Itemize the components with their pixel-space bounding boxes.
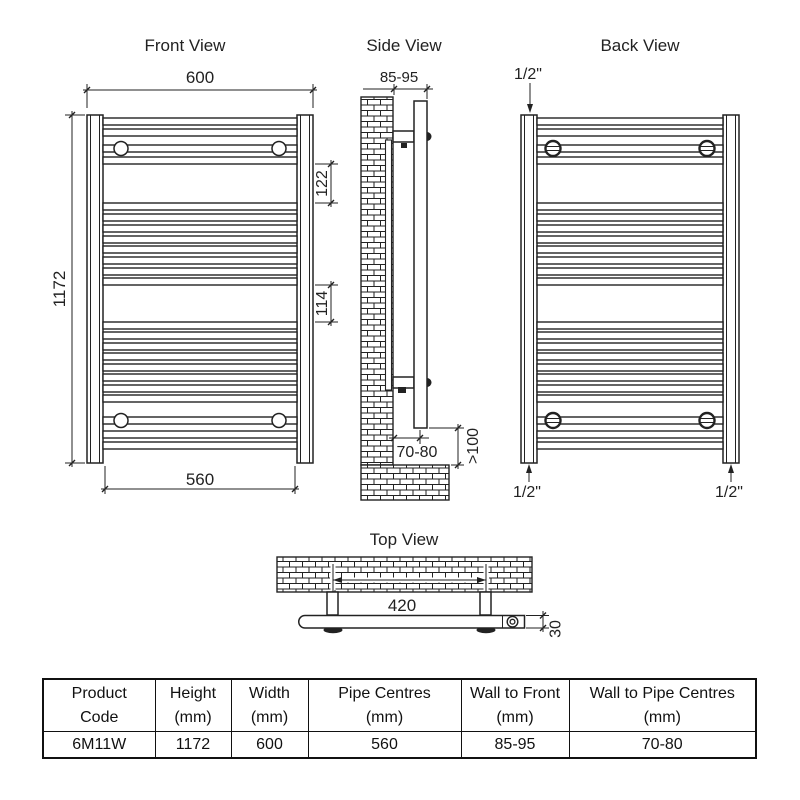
rung — [537, 332, 723, 339]
side-view — [361, 36, 482, 500]
rung — [103, 442, 297, 449]
rung — [537, 322, 723, 329]
rung — [103, 343, 297, 350]
back-left-post — [521, 115, 537, 463]
rung — [537, 374, 723, 381]
top-bracket-left — [327, 592, 338, 615]
rung — [103, 322, 297, 329]
front-bracket-bottom-left — [114, 414, 128, 428]
rung — [537, 118, 723, 125]
front-bracket-bottom-right — [272, 414, 286, 428]
front-bracket-top-right — [272, 142, 286, 156]
rung — [537, 203, 723, 210]
wall-to-pipe-label: 70-80 — [396, 444, 438, 461]
rung — [537, 343, 723, 350]
bottom-left-connection-label: 1/2" — [513, 484, 541, 501]
front-lower-gap-dimension — [314, 281, 338, 326]
floor-clearance-label: >100 — [465, 427, 483, 465]
back-screw-bottom-left — [546, 413, 561, 428]
rung — [103, 353, 297, 360]
hidden-pipe — [386, 140, 392, 390]
rung — [537, 214, 723, 221]
front-height-dimension — [50, 111, 85, 467]
rung — [103, 268, 297, 275]
rung — [103, 431, 297, 438]
rung — [537, 129, 723, 136]
rung — [537, 431, 723, 438]
rung — [103, 214, 297, 221]
table-header-row — [43, 679, 756, 732]
value-height: 1172 — [155, 732, 231, 759]
value-width: 600 — [231, 732, 308, 759]
side-bracket-top — [393, 131, 414, 142]
top-bracket-right — [480, 592, 491, 615]
front-pipe-centres-dimension — [101, 466, 299, 494]
front-upper-gap-dimension — [314, 160, 338, 207]
rung — [537, 417, 723, 424]
front-left-post — [87, 115, 103, 463]
front-height-label: 1172 — [49, 270, 69, 308]
rung — [537, 157, 723, 164]
rung — [103, 225, 297, 232]
wall-to-front-dimension — [363, 69, 433, 99]
side-bracket-bottom-foot — [398, 387, 406, 393]
rung — [537, 236, 723, 243]
back-screw-bottom-right — [700, 413, 715, 428]
back-view-title: Back View — [600, 36, 680, 55]
rung — [537, 257, 723, 264]
side-rail — [414, 101, 427, 428]
col-width: Width (mm) — [231, 679, 308, 732]
bottom-right-connection-callout — [715, 464, 743, 501]
rung — [537, 385, 723, 392]
rung — [537, 364, 723, 371]
table-data-row — [43, 732, 756, 759]
front-width-label: 600 — [185, 68, 215, 87]
rung — [537, 268, 723, 275]
wall-to-front-label: 85-95 — [379, 69, 419, 86]
value-wall-to-front: 85-95 — [461, 732, 569, 759]
value-product-code: 6M11W — [43, 732, 155, 759]
rung — [103, 257, 297, 264]
specification-table — [42, 678, 757, 759]
front-lower-gap-label: 114 — [314, 290, 332, 317]
rung — [103, 145, 297, 152]
top-view-title: Top View — [369, 530, 439, 549]
back-view — [513, 36, 743, 501]
wall-plan — [277, 557, 532, 592]
top-connection-callout — [514, 66, 542, 113]
rung — [537, 145, 723, 152]
rung — [537, 353, 723, 360]
bottom-left-connection-callout — [513, 464, 541, 501]
side-knob-bottom — [427, 378, 432, 387]
front-upper-gap-label: 122 — [314, 170, 332, 197]
top-connection-label: 1/2" — [514, 66, 542, 83]
col-wall-to-front: Wall to Front (mm) — [461, 679, 569, 732]
side-bracket-bottom — [393, 377, 414, 388]
top-valve-inner — [510, 619, 515, 624]
wall-to-pipe-dimension — [389, 430, 438, 461]
rung — [103, 374, 297, 381]
bracket-centres-label: 420 — [387, 596, 417, 615]
col-height: Height (mm) — [155, 679, 231, 732]
front-rungs — [103, 118, 297, 449]
back-screw-top-left — [546, 141, 561, 156]
rung — [103, 118, 297, 125]
tube-depth-label: 30 — [547, 620, 565, 638]
side-bracket-top-foot — [401, 143, 407, 148]
value-pipe-centres: 560 — [308, 732, 461, 759]
front-pipe-centres-label: 560 — [185, 470, 215, 489]
back-rungs — [537, 118, 723, 449]
rung — [103, 157, 297, 164]
rung — [537, 246, 723, 253]
rung — [537, 225, 723, 232]
side-view-title: Side View — [366, 36, 442, 55]
top-view — [277, 530, 565, 638]
rung — [537, 442, 723, 449]
front-bracket-top-left — [114, 142, 128, 156]
front-view-title: Front View — [144, 36, 226, 55]
col-wall-to-pipe-centres: Wall to Pipe Centres (mm) — [569, 679, 756, 732]
back-right-post — [723, 115, 739, 463]
back-screw-top-right — [700, 141, 715, 156]
tube-depth-dimension — [526, 611, 565, 638]
value-wall-to-pipe-centres: 70-80 — [569, 732, 756, 759]
col-pipe-centres: Pipe Centres (mm) — [308, 679, 461, 732]
rung — [103, 278, 297, 285]
front-width-dimension — [83, 68, 317, 108]
rung — [103, 364, 297, 371]
rung — [537, 395, 723, 402]
bottom-right-connection-label: 1/2" — [715, 484, 743, 501]
rung — [103, 236, 297, 243]
rung — [103, 246, 297, 253]
rung — [537, 278, 723, 285]
side-knob-top — [427, 132, 432, 141]
rung — [103, 129, 297, 136]
rung — [103, 332, 297, 339]
rung — [103, 417, 297, 424]
front-right-post — [297, 115, 313, 463]
floor-section — [361, 465, 449, 500]
top-rail — [299, 616, 525, 629]
rung — [103, 385, 297, 392]
rung — [103, 203, 297, 210]
rung — [103, 395, 297, 402]
col-product-code: Product Code — [43, 679, 155, 732]
front-view — [50, 36, 338, 494]
